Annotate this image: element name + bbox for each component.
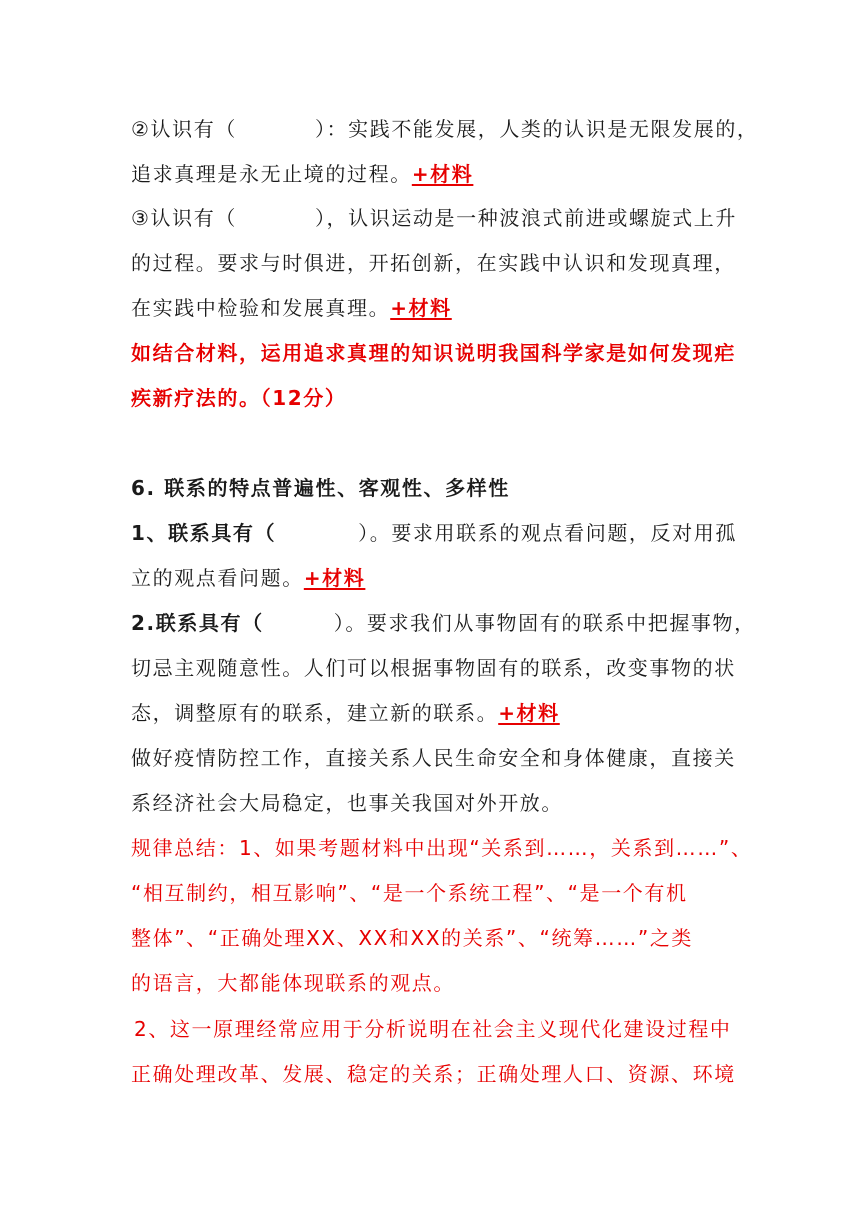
section6-item2-suffix: ）。要求我们从事物固有的联系中把握事物， [333,611,756,635]
rules-line3: 整体”、“正确处理XX、XX和XX的关系”、“统筹……”之类 [131,926,694,950]
rules-line5: 2、这一原理经常应用于分析说明在社会主义现代化建设过程中 [134,1017,732,1041]
example-line1: 做好疫情防控工作，直接关系人民生命安全和身体健康，直接关 [131,746,736,770]
section6-item2-prefix: 2.联系具有（ [131,611,264,635]
question-line2: 疾新疗法的。（12分） [131,386,347,410]
section6-item1-line1 [131,519,741,547]
material-link: +材料 [411,162,474,186]
section6-item2-line3 [131,699,741,727]
section6-item1-text: 立的观点看问题。 [131,566,304,590]
rules-line4: 的语言，大都能体现联系的观点。 [131,971,455,995]
material-link: +材料 [303,566,366,590]
practice-item2-suffix: ）：实践不能发展，人类的认识是无限发展的， [314,117,759,141]
section6-item1-prefix: 1、联系具有（ [131,521,277,545]
section6-item2-text: 态，调整原有的联系，建立新的联系。 [131,701,499,725]
section6-item1-line2 [131,564,741,592]
practice-item2-line2 [131,160,741,188]
practice-item3-text: 在实践中检验和发展真理。 [131,296,391,320]
example-line2: 系经济社会大局稳定，也事关我国对外开放。 [131,791,563,815]
rules-line6: 正确处理改革、发展、稳定的关系；正确处理人口、资源、环境 [131,1062,736,1086]
section6-item1-suffix: ）。要求用联系的观点看问题，反对用孤 [358,521,737,545]
material-link: +材料 [390,296,452,320]
section6-heading: 6. 联系的特点普遍性、客观性、多样性 [131,476,510,500]
practice-item2-prefix: ②认识有（ [131,117,237,141]
practice-item2-line1 [131,115,759,143]
section6-item2-line1 [131,609,756,637]
practice-item3-line1 [131,204,741,232]
practice-item3-prefix: ③认识有（ [131,206,237,230]
rules-line2: “相互制约，相互影响”、“是一个系统工程”、“是一个有机 [131,881,688,905]
question-line1: 如结合材料，运用追求真理的知识说明我国科学家是如何发现疟 [131,341,736,365]
practice-item3-line3 [131,294,741,322]
rules-line1: 规律总结：1、如果考题材料中出现“关系到……，关系到……”、 [131,836,753,860]
practice-item2-text: 追求真理是永无止境的过程。 [131,162,412,186]
material-link: +材料 [498,701,560,725]
section6-item2-line2: 切忌主观随意性。人们可以根据事物固有的联系，改变事物的状 [131,656,736,680]
practice-item3-suffix: ），认识运动是一种波浪式前进或螺旋式上升 [314,206,737,230]
practice-item3-line2: 的过程。要求与时俱进，开拓创新，在实践中认识和发现真理， [131,251,736,275]
